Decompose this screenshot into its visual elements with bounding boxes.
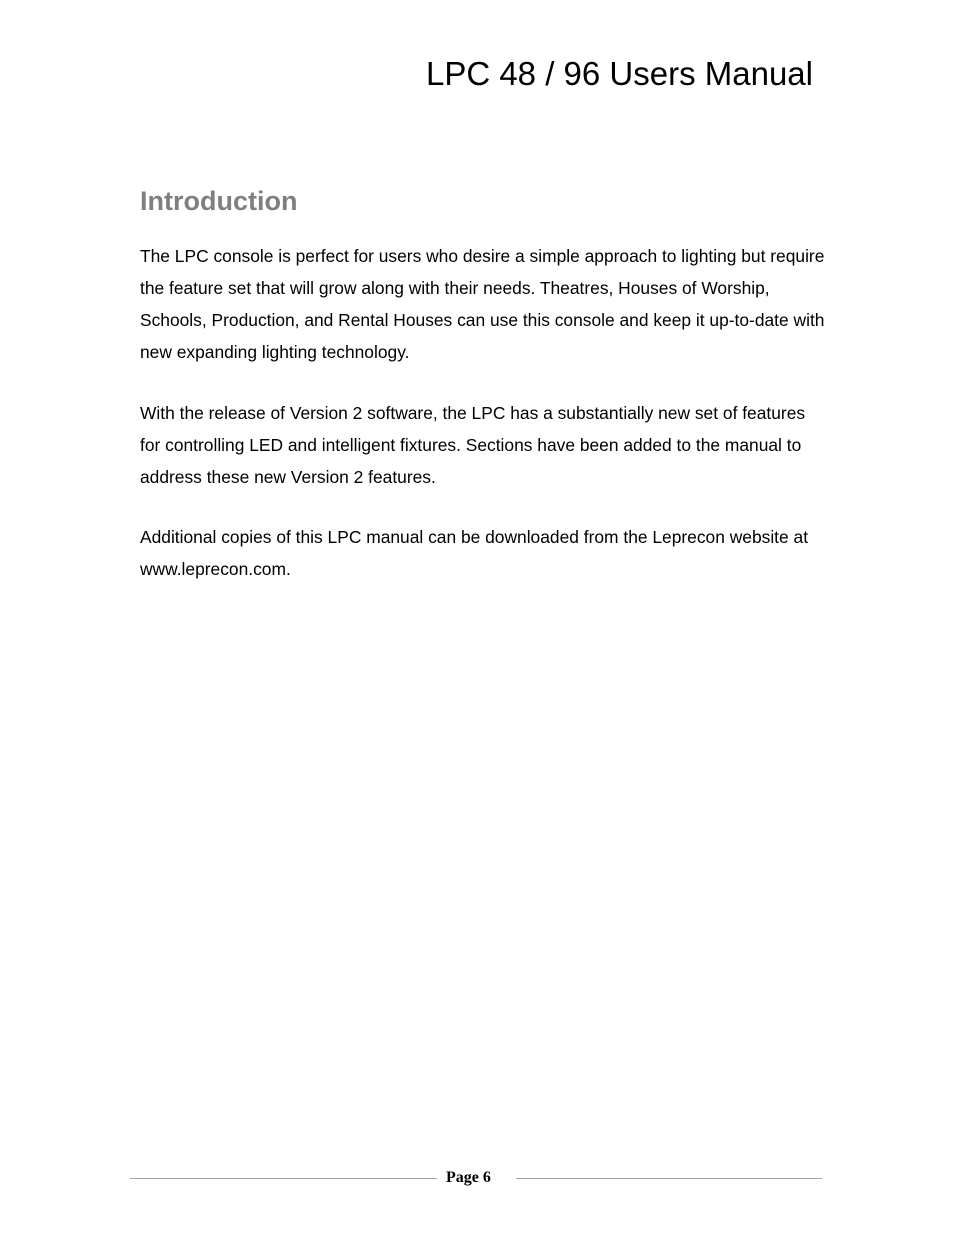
footer-rule-left [130,1178,437,1179]
intro-paragraph-2: With the release of Version 2 software, the LPC has a substantially new set of features for controlling LED and intelligent fixtures. Sections have been added to the manual to address these new Version 2 features. [140,403,806,487]
section-heading: Introduction [140,186,298,216]
intro-paragraph-3: Additional copies of this LPC manual can be downloaded from the Leprecon website at www.leprecon.com. [140,527,809,579]
page-number: Page 6 [446,1169,491,1186]
footer-rule-right [516,1178,822,1179]
document-title: LPC 48 / 96 Users Manual [425,55,813,92]
intro-paragraph-1: The LPC console is perfect for users who desire a simple approach to lighting but require the feature set that will grow along with their needs. Theatres, Houses of Worship, Schools, Production, and Rental Houses can use this console and keep it up-to-date with new expanding lighting technology. [140,246,825,362]
